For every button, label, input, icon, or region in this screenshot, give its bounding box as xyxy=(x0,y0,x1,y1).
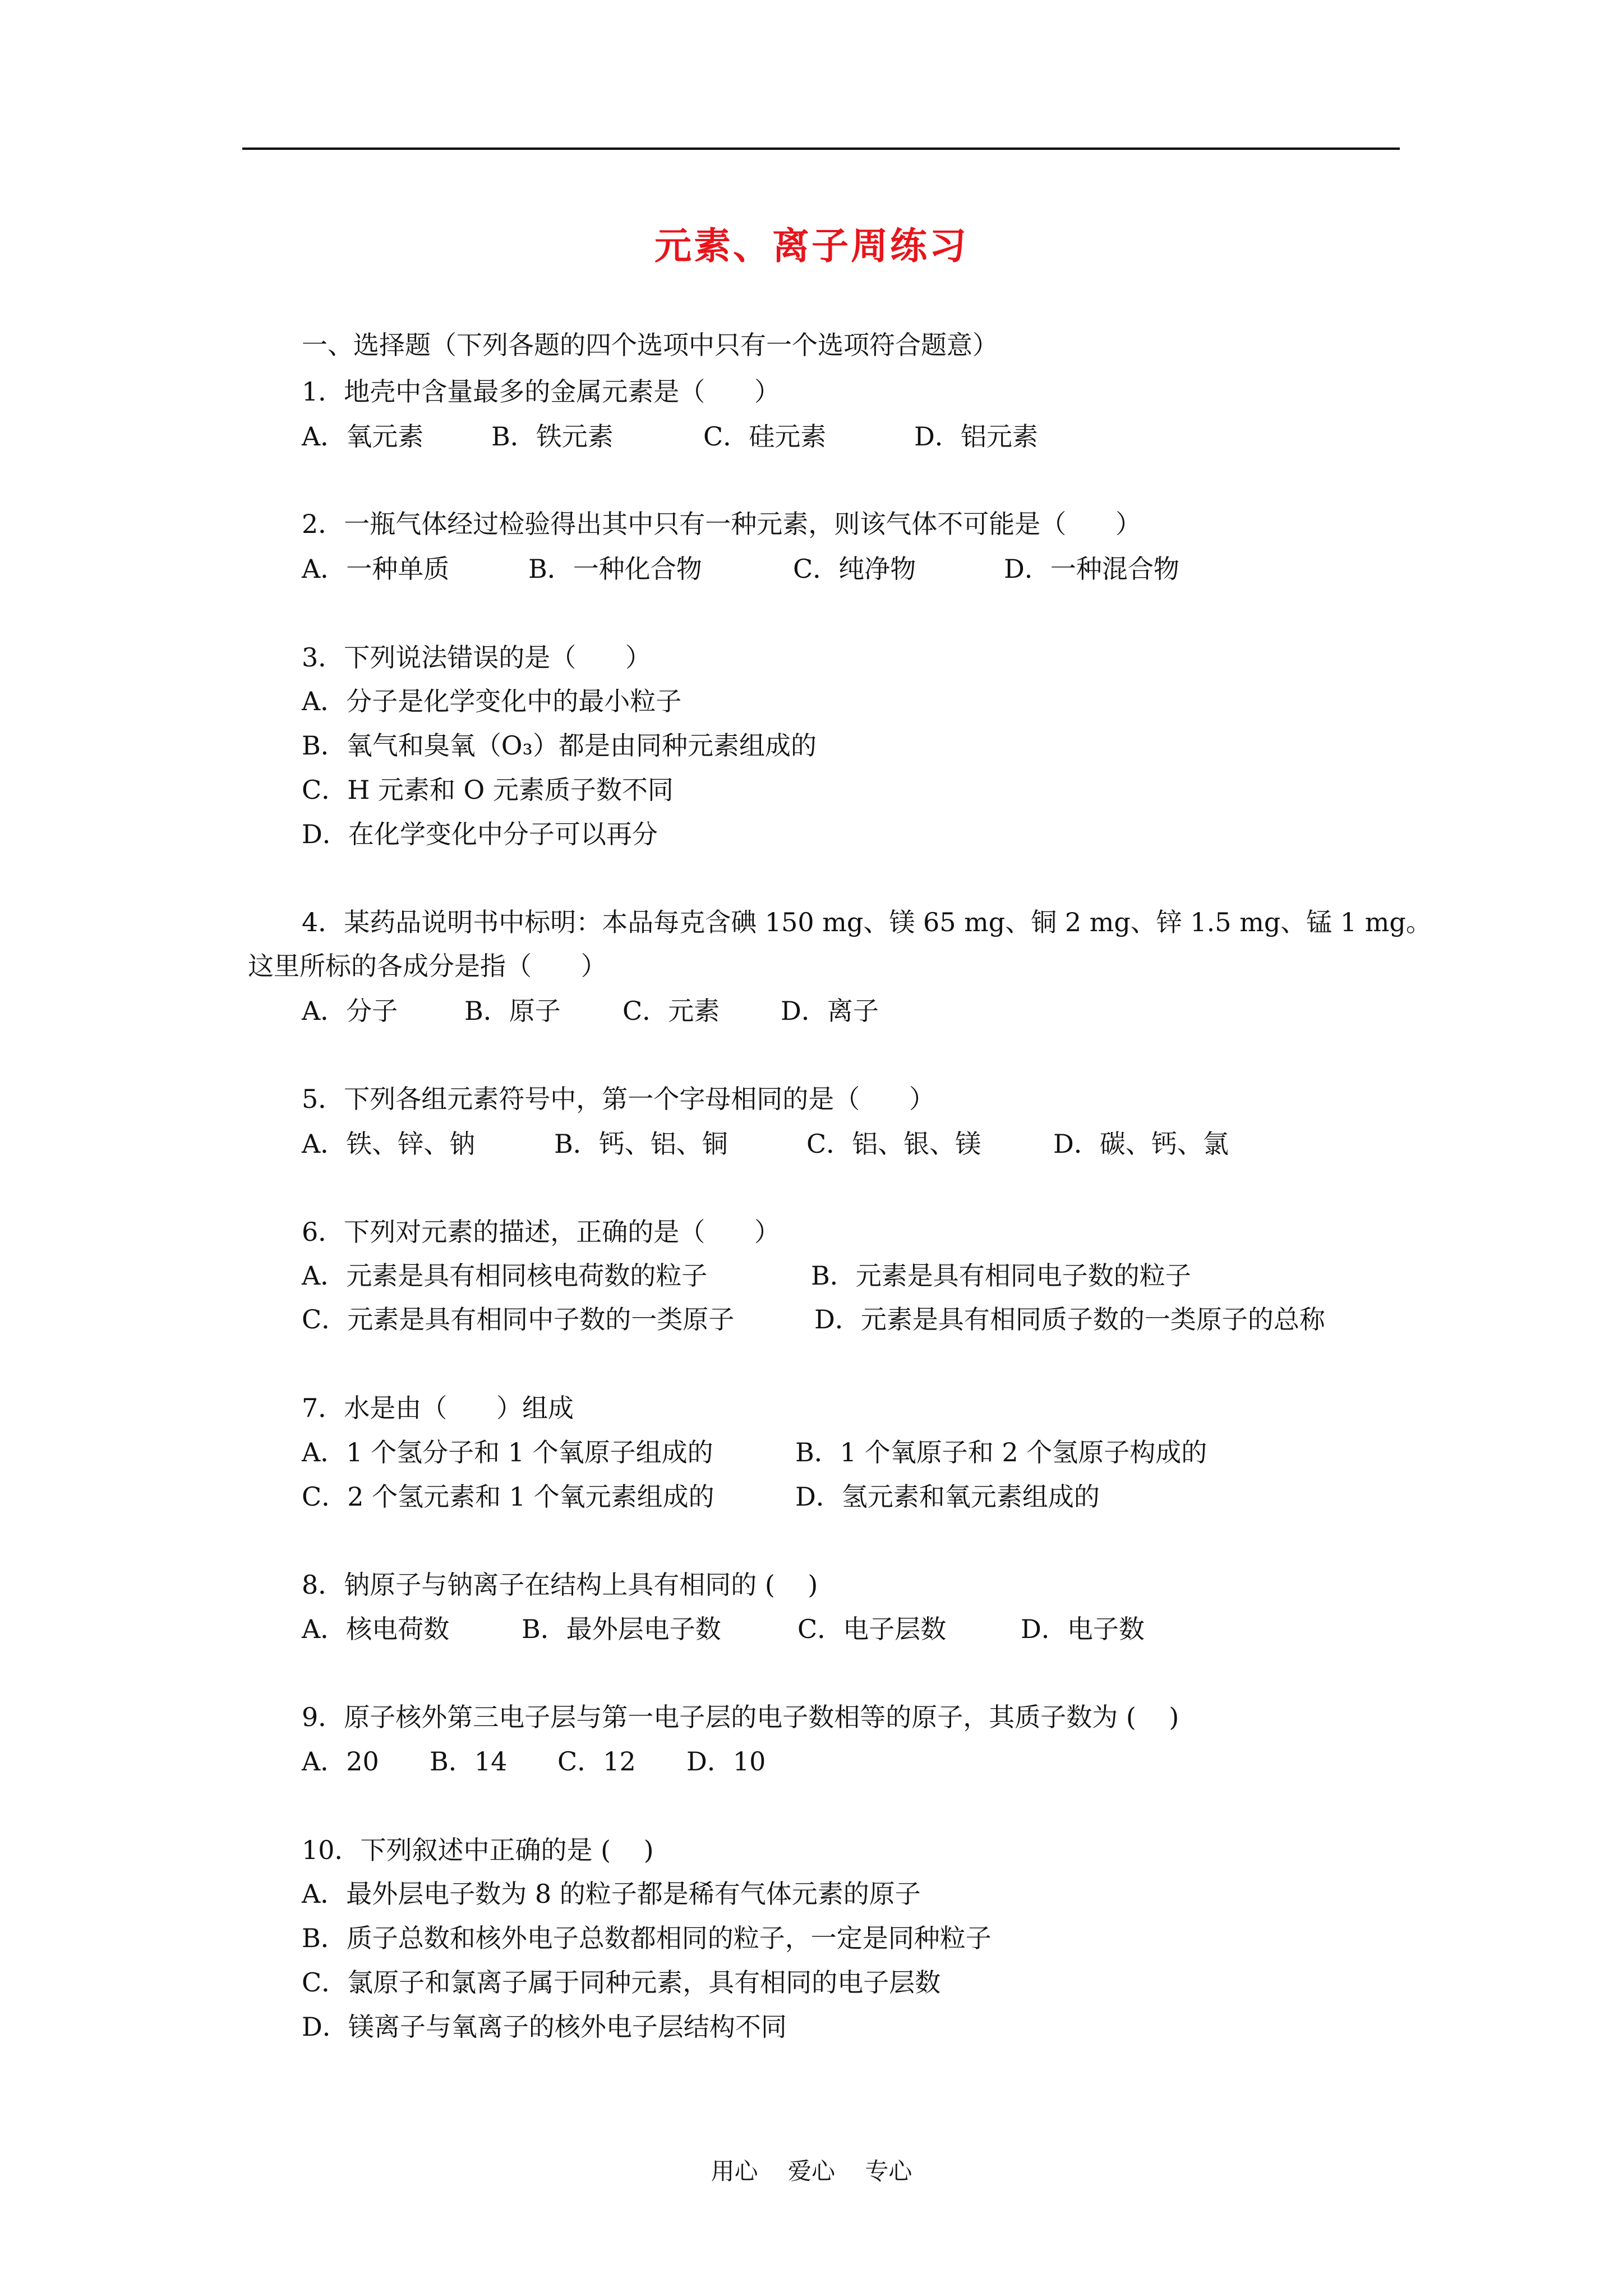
q5-option-b: B．钙、铝、铜 xyxy=(554,1129,728,1159)
q3-option-b: B．氧气和臭氧（O₃）都是由同种元素组成的 xyxy=(302,730,817,761)
question-4-options xyxy=(302,994,1592,1028)
question-10-stem: 10．下列叙述中正确的是 ( ) xyxy=(302,1835,654,1865)
q4-option-d: D．离子 xyxy=(781,996,879,1026)
question-4-stem: 4．某药品说明书中标明：本品每克含碘 150 mg、镁 65 mg、铜 2 mg、锌 1.5 mg、锰 1 mg。 xyxy=(302,907,1432,937)
question-8-options xyxy=(302,1612,1592,1646)
q6-option-b: B．元素是具有相同电子数的粒子 xyxy=(811,1260,1191,1291)
q6-option-c: C．元素是具有相同中子数的一类原子 xyxy=(302,1304,735,1335)
page-footer: 用心 爱心 专心 xyxy=(711,2157,912,2185)
q9-option-a: A．20 xyxy=(302,1746,379,1777)
q10-option-d: D．镁离子与氧离子的核外电子层结构不同 xyxy=(302,2012,787,2042)
question-7-stem: 7．水是由（ ）组成 xyxy=(302,1393,574,1423)
q5-option-c: C．铝、银、镁 xyxy=(806,1129,981,1159)
question-1-options xyxy=(302,420,1592,453)
question-4-stem-continued: 这里所标的各成分是指（ ） xyxy=(248,951,607,981)
q9-option-b: B．14 xyxy=(430,1746,508,1777)
page-title: 元素、离子周练习 xyxy=(654,224,969,268)
question-5-options xyxy=(302,1127,1592,1161)
q1-option-c: C．硅元素 xyxy=(703,421,827,452)
q4-option-a: A．分子 xyxy=(302,996,398,1026)
q10-option-c: C．氯原子和氯离子属于同种元素，具有相同的电子层数 xyxy=(302,1967,941,1998)
q9-option-c: C．12 xyxy=(557,1746,636,1777)
question-5-stem: 5．下列各组元素符号中，第一个字母相同的是（ ） xyxy=(302,1084,935,1114)
q8-option-b: B．最外层电子数 xyxy=(522,1614,721,1644)
q3-option-d: D．在化学变化中分子可以再分 xyxy=(302,819,658,849)
q8-option-a: A．核电荷数 xyxy=(302,1614,450,1644)
q5-option-a: A．铁、锌、钠 xyxy=(302,1129,476,1159)
question-7-options-row2 xyxy=(302,1480,1592,1513)
q1-option-b: B．铁元素 xyxy=(491,421,614,452)
question-7-options-row1 xyxy=(302,1435,1592,1469)
q9-option-d: D．10 xyxy=(686,1746,766,1777)
q1-option-d: D．铝元素 xyxy=(914,421,1038,452)
q4-option-b: B．原子 xyxy=(464,996,561,1026)
q3-option-c: C．H 元素和 O 元素质子数不同 xyxy=(302,775,674,805)
q2-option-c: C．纯净物 xyxy=(793,554,916,584)
q6-option-d: D．元素是具有相同质子数的一类原子的总称 xyxy=(814,1304,1325,1335)
question-1-stem: 1．地壳中含量最多的金属元素是（ ） xyxy=(302,376,780,407)
question-3-stem: 3．下列说法错误的是（ ） xyxy=(302,642,651,673)
q2-option-d: D．一种混合物 xyxy=(1004,554,1179,584)
question-9-stem: 9．原子核外第三电子层与第一电子层的电子数相等的原子，其质子数为 ( ) xyxy=(302,1702,1179,1732)
q1-option-a: A．氧元素 xyxy=(302,421,424,452)
question-2-options xyxy=(302,552,1592,586)
q7-option-b: B．1 个氧原子和 2 个氢原子构成的 xyxy=(795,1437,1207,1467)
q7-option-c: C．2 个氢元素和 1 个氧元素组成的 xyxy=(302,1481,714,1512)
section-heading: 一、选择题（下列各题的四个选项中只有一个选项符合题意） xyxy=(302,330,998,360)
question-6-stem: 6．下列对元素的描述，正确的是（ ） xyxy=(302,1217,780,1247)
q7-option-d: D．氢元素和氧元素组成的 xyxy=(795,1481,1100,1512)
q10-option-b: B．质子总数和核外电子总数都相同的粒子，一定是同种粒子 xyxy=(302,1923,992,1953)
question-8-stem: 8．钠原子与钠离子在结构上具有相同的 ( ) xyxy=(302,1570,818,1600)
q5-option-d: D．碳、钙、氯 xyxy=(1053,1129,1229,1159)
q8-option-d: D．电子数 xyxy=(1021,1614,1145,1644)
q8-option-c: C．电子层数 xyxy=(797,1614,947,1644)
q4-option-c: C．元素 xyxy=(623,996,720,1026)
question-6-options-row2 xyxy=(302,1303,1592,1336)
q2-option-a: A．一种单质 xyxy=(302,554,450,584)
q2-option-b: B．一种化合物 xyxy=(528,554,702,584)
question-2-stem: 2．一瓶气体经过检验得出其中只有一种元素，则该气体不可能是（ ） xyxy=(302,509,1141,539)
question-9-options xyxy=(302,1745,1592,1778)
q7-option-a: A．1 个氢分子和 1 个氧原子组成的 xyxy=(302,1437,713,1467)
header-rule xyxy=(242,148,1400,150)
q10-option-a: A．最外层电子数为 8 的粒子都是稀有气体元素的原子 xyxy=(302,1879,921,1909)
question-6-options-row1 xyxy=(302,1259,1592,1292)
q3-option-a: A．分子是化学变化中的最小粒子 xyxy=(302,686,682,716)
q6-option-a: A．元素是具有相同核电荷数的粒子 xyxy=(302,1260,708,1291)
